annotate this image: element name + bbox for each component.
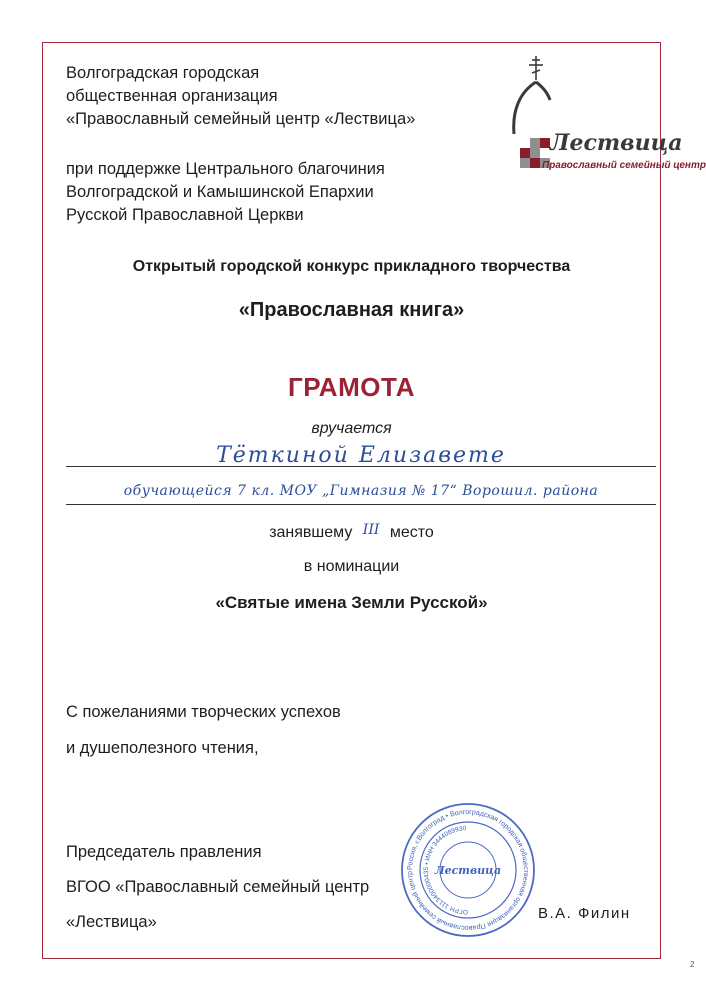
cross-icon: [529, 56, 543, 80]
contest-name: «Православная книга»: [238, 299, 465, 321]
recipient-study: обучающейся 7 кл. МОУ „Гимназия № 17“ Ворошил. района: [123, 483, 599, 499]
wishes-line-2: и душеполезного чтения,: [66, 739, 259, 757]
support-line-1: при поддержке Центрального благочиния: [66, 160, 385, 178]
contest-title: Открытый городской конкурс прикладного творчества: [132, 258, 571, 275]
chairman-block: [66, 835, 369, 940]
wishes-line-1: С пожеланиями творческих успехов: [66, 703, 341, 721]
nomination-label: в номинации: [303, 558, 400, 575]
page-number: 2: [690, 960, 695, 969]
recipient-name: Тёткиной Елизавете: [216, 443, 506, 468]
signer-name: В.А. Филин: [538, 905, 631, 922]
support-line-3: Русской Православной Церкви: [66, 206, 304, 224]
certificate-heading: ГРАМОТА: [288, 372, 415, 402]
stamp-center-text: Лествица: [434, 864, 502, 877]
stamp-numbers: ОГРН 1113400000435 • ИНН 3444089930: [423, 825, 469, 916]
place-value: III: [362, 522, 380, 538]
support-block: [66, 158, 385, 227]
dome-icon: [514, 82, 536, 134]
lestvitsa-logo: [498, 54, 706, 179]
organization-block: [66, 62, 415, 131]
support-line-2: Волгоградской и Камышинской Епархии: [66, 183, 374, 201]
chairman-line-1: Председатель правления: [66, 843, 262, 861]
chairman-line-3: «Лествица»: [66, 913, 157, 931]
place-prefix: занявшему: [269, 524, 353, 541]
study-underline: [66, 504, 656, 505]
recipient-underline: [66, 466, 656, 467]
nomination-title: «Святые имена Земли Русской»: [215, 593, 488, 612]
wishes-block: [66, 694, 341, 766]
round-stamp: [398, 800, 538, 940]
place-row: [42, 522, 661, 542]
organization-line-1: Волгоградская городская: [66, 64, 260, 82]
chairman-line-2: ВГОО «Православный семейный центр: [66, 878, 370, 896]
place-suffix: место: [389, 524, 434, 541]
organization-line-3: «Православный семейный центр «Лествица»: [66, 110, 416, 128]
logo-subtitle: Православный семейный центр: [542, 160, 706, 171]
organization-line-2: общественная организация: [66, 87, 278, 105]
logo-name: Лествица: [550, 130, 683, 156]
awarded-label: вручается: [311, 420, 392, 437]
stamp-outer-text: Россия, г.Волгоград • Волгоградская городская общественная организация Православный семейный центр: [406, 808, 530, 932]
